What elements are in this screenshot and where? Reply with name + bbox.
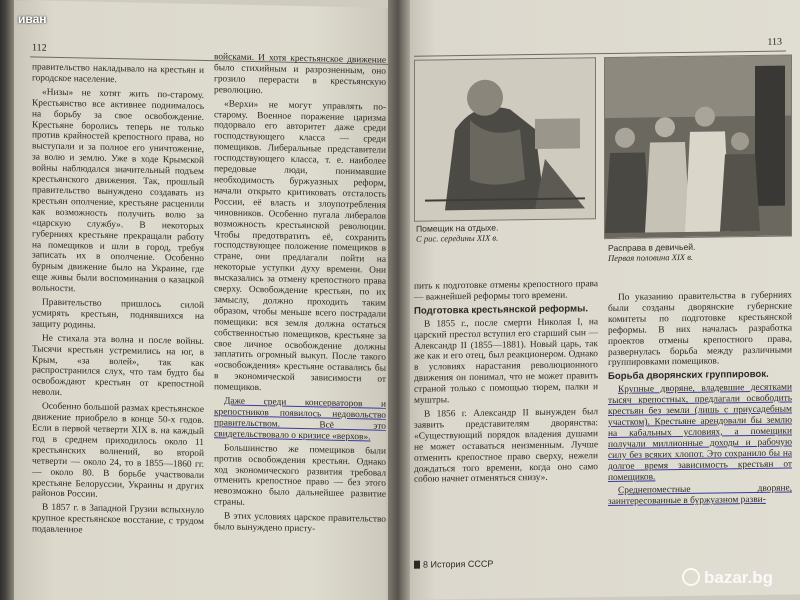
paragraph: В этих условиях царское правительство было вынуждено присту-	[214, 511, 386, 535]
watermark-logo-icon	[682, 568, 700, 586]
right-column-2	[608, 290, 792, 511]
paragraph: В 1856 г. Александр II вынужден был заявить представителям дворянства: «Существующий порядок владения душами не может оставаться неизменным. Лучше отменить крепостное право сверху, нежели дождаться того времени, когда оно само собою начнет отменяться снизу».	[414, 407, 598, 486]
paragraph: «Низы» не хотят жить по-старому. Крестьянство все активнее поднималось на борьбу за свое освобождение. Крестьяне боролись теперь не только против крайностей крепостного права, но выступали и за полное его уничтожение, за волю и землю. Уже в ходе Крымской войны наблюдался значительный подъем крестьянского движения. Так, прошлый правительство вынуждено создавать из крестьян ополчение, крестьяне расценили как возможность получить волю за «царскую службу». В некоторых губерниях крестьяне прекращали работу на помещиков и шли в город, требуя записать их в ополчение. Особенно бурным движение было на Украине, где еще живы были воспоминания о казацкой вольности.	[32, 87, 204, 295]
page-footer	[414, 559, 493, 570]
paragraph: По указанию правительства в губерниях были созданы дворянские губернские комитеты по подготовке крестьянской реформы. В них началась разработка проектов отмены крепостного права, развернулась борьба между различными группировками помещиков.	[608, 290, 792, 369]
caption-sub: Первая половина XIX в.	[608, 251, 694, 264]
footer-text: 8 История СССР	[423, 558, 494, 570]
section-heading: Борьба дворянских группировок.	[608, 369, 769, 383]
illustration-caption-1	[416, 221, 596, 244]
book-spine	[388, 0, 410, 600]
caption-title: Помещик на отдыхе.	[416, 222, 499, 234]
left-column-1	[32, 62, 204, 542]
paragraph: «Верхи» не могут управлять по-старому. Военное поражение царизма подорвало его авторитет даже среди господствующего класса — среди помещиков. Либеральные представители господствующего класса, т. е. наиболее передовые люди, понимавшие необходимость буржуазных реформ, начали открыто критиковать отсталость России, её власть и злоупотребления чиновников. Особенно пугала либералов возможность крестьянской революции. Чтобы предотвратить её, сохранить господствующее положение помещиков в стране, они предлагали пойти на некоторые уступки духу времени. Они высказались за отмену крепостного права сверху. Освобождение крестьян, по их замыслу, должно проходить таким образом, чтобы меньше всего пострадали помещики: вся земля должна остаться собственностью помещиков, крестьяне за свое личное освобождение должны заплатить огромный выкуп. После такого «освобождения» крестьяне оставались бы в экономической зависимости от помещиков.	[214, 99, 386, 394]
paragraph: пить к подготовке отмены крепостного права — важнейшей реформы того времени.	[414, 279, 598, 303]
caption-sub: С рис. середины XIX в.	[416, 232, 499, 244]
paragraph: В 1855 г., после смерти Николая I, на царский престол вступил его старший сын — Александр II (1855—1881). Новый царь, так же как и его отец, был реакционером. Однако в условиях нарастания революционного движения он понимал, что не может править страной только с помощью тюрем, палки и муштры.	[414, 316, 598, 406]
engraving-landowner-icon	[415, 58, 595, 221]
paragraph: Правительство пришлось силой усмирять крестьян, поднявшихся на защиту родины.	[32, 297, 204, 331]
right-page	[396, 0, 800, 600]
paragraph: правительство накладывало на крестьян и городское население.	[32, 62, 204, 86]
page-number-left: 112	[32, 42, 47, 54]
illustration-maids-room	[604, 54, 792, 239]
caption-title: Расправа в девичьей.	[608, 241, 696, 254]
illustration-landowner-resting	[414, 57, 596, 222]
paragraph: Не стихала эта волна и после войны. Тысячи крестьян устремились на юг, в Крым, «за волей», так как распространился слух, что там будто бы освобождают крестьян от крепостной неволи.	[32, 333, 204, 399]
paragraph: Большинство же помещиков были против освобождения крестьян. Однако ход экономического развития требовал отменить крепостное право — без этого невозможно было дальнейшее развитие страны.	[214, 443, 386, 509]
right-column-1	[414, 279, 598, 489]
page-number-right: 113	[767, 36, 782, 48]
illustration-caption-2	[608, 240, 794, 263]
footer-mark-icon	[414, 561, 420, 569]
left-page	[14, 0, 402, 600]
paragraph-underlined: Даже среди консерваторов и крепостников появилось недовольство правительством. Всё это свидетельствовало о кризисе «верхов».	[214, 396, 386, 443]
watermark-text: bazar.bg	[704, 568, 773, 587]
paragraph: В 1857 г. в Западной Грузии вспыхнуло крупное крестьянское восстание, с трудом подавленное	[32, 502, 204, 536]
section-heading: Подготовка крестьянской реформы.	[414, 303, 588, 317]
paragraph-underlined: Крупные дворяне, владевшие десятками тысяч крепостных, предлагали освободить крестьян без земли (лишь с приусадебным участком). Крестьяне арендовали бы землю на кабальных условиях, а помещики получали миллионные доходы и рабочую силу без всяких хлопот. Это сохранило бы на долгое время зависимость крестьян от помещиков.	[608, 382, 792, 483]
paragraph: войсками. И хотя крестьянское движение было стихийным и разрозненным, оно грозило перерасти в крестьянскую революцию.	[214, 52, 386, 96]
site-watermark	[682, 568, 792, 592]
engraving-maids-icon	[605, 55, 791, 238]
left-column-2	[214, 52, 386, 540]
seller-username: иван	[18, 12, 47, 26]
paragraph-underlined: Среднепоместные дворяне, заинтересованные в буржуазном разви-	[608, 483, 792, 508]
paragraph: Особенно большой размах крестьянское движение приобрело в конце 50-х годов. Если в первой четверти XIX в. на каждый год в среднем приходилось около 11 крестьянских волнений, во второй четверти — около 24, то в 1855—1860 гг. — около 80. В борьбе участвовали крестьяне Белоруссии, Украины и других районов России.	[32, 401, 204, 501]
